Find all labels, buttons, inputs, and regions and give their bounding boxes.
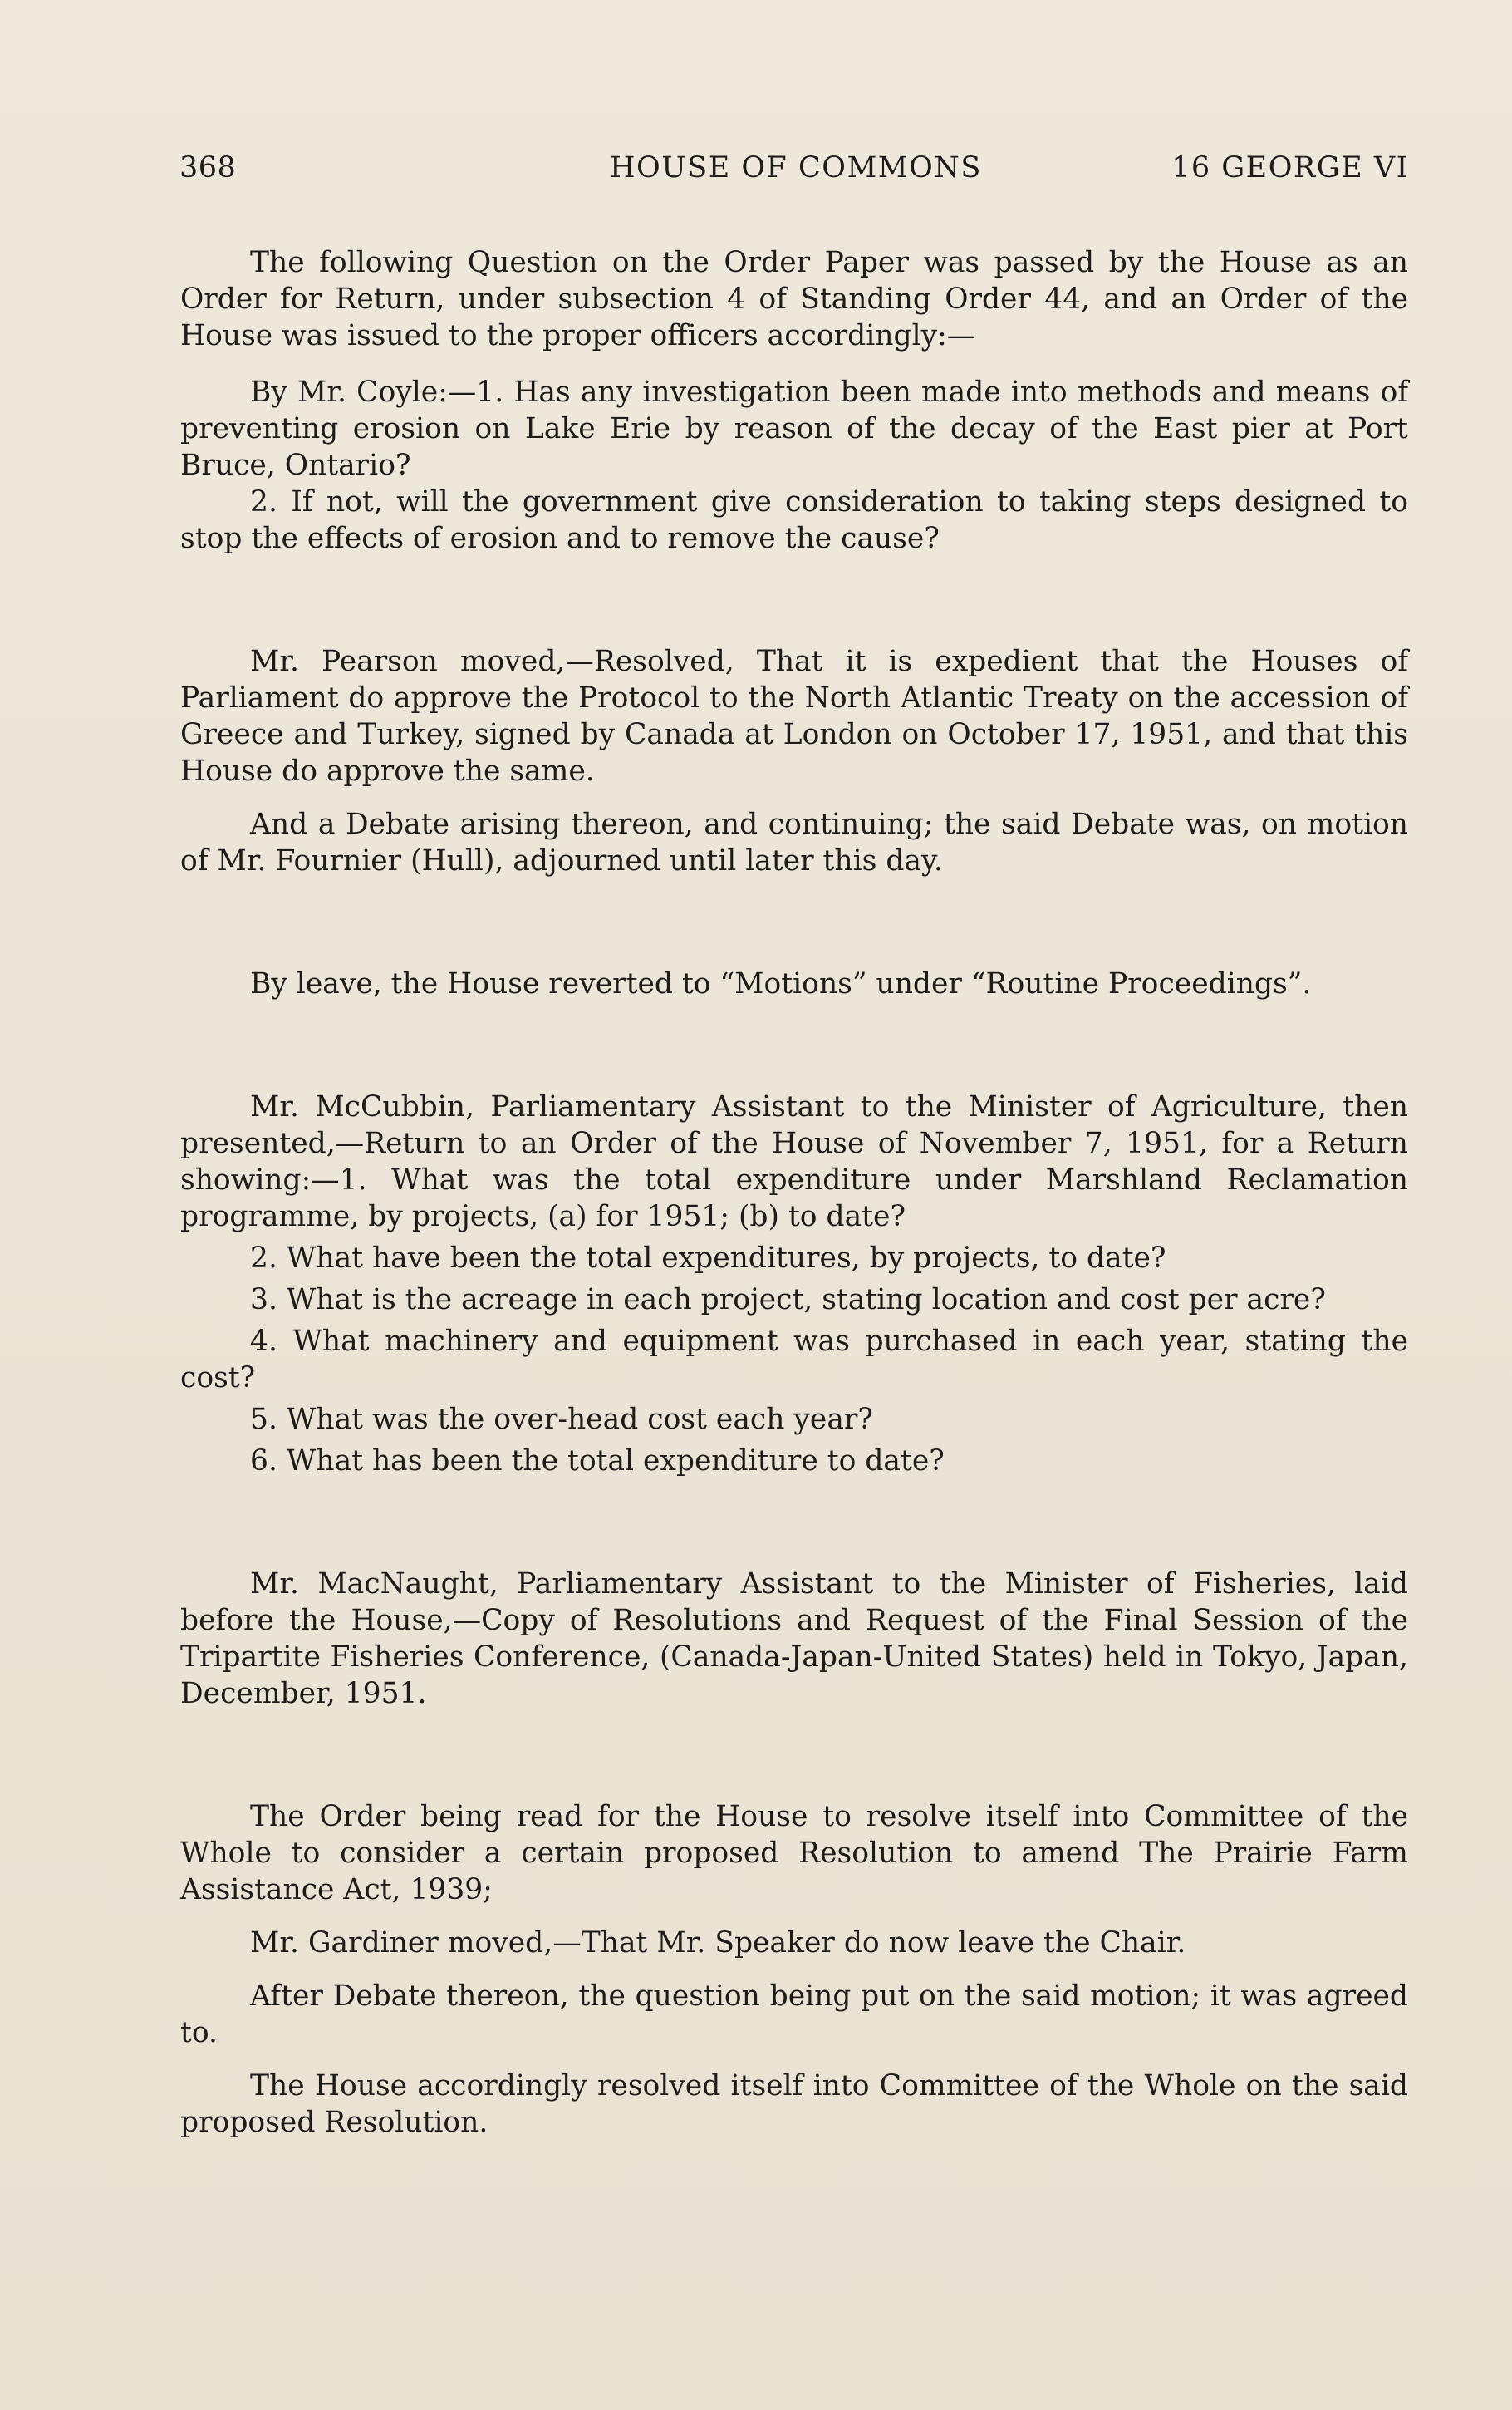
- debate-adjourned-paragraph: And a Debate arising thereon, and continuing; the said Debate was, on motion of Mr. Fournier (Hull), adjourned until later this day.: [180, 808, 1408, 878]
- macnaught-paragraph: Mr. MacNaught, Parliamentary Assistant to the Minister of Fisheries, laid before the House,—Copy of Resolutions and Request of the Final Session of the Tripartite Fisheries Conference, (Canada-Japan-United States) held in Tokyo, Japan, December, 1951.: [180, 1567, 1408, 1710]
- reverted-motions-paragraph: By leave, the House reverted to “Motions” under “Routine Proceedings”.: [250, 967, 1312, 1001]
- return-question-5: 5. What was the over-head cost each year?: [250, 1403, 873, 1436]
- pearson-motion-paragraph: Mr. Pearson moved,—Resolved, That it is expedient that the Houses of Parliament do approve the Protocol to the North Atlantic Treaty on the accession of Greece and Turkey, signed by Canada at London on October 17, 1951, and that this House do approve the same.: [180, 645, 1408, 788]
- order-for-return-paragraph: The following Question on the Order Paper was passed by the House as an Order for Return, under subsection 4 of Standing Order 44, and an Order of the House was issued to the proper officers accordingly:—: [180, 246, 1408, 352]
- mccubbin-return-paragraph: Mr. McCubbin, Parliamentary Assistant to the Minister of Agriculture, then presented,—Return to an Order of the House of November 7, 1951, for a Return showing:—1. What was the total expenditure under Marshland Reclamation programme, by projects, (a) for 1951; (b) to date?: [180, 1090, 1408, 1233]
- question-coyle-1: By Mr. Coyle:—1. Has any investigation been made into methods and means of preventing erosion on Lake Erie by reason of the decay of the East pier at Port Bruce, Ontario?: [180, 376, 1408, 482]
- page-number: 368: [179, 151, 237, 184]
- return-question-4: 4. What machinery and equipment was purchased in each year, stating the cost?: [180, 1325, 1408, 1394]
- committee-resolved-paragraph: The House accordingly resolved itself into Committee of the Whole on the said proposed Resolution.: [180, 2069, 1408, 2139]
- committee-order-paragraph: The Order being read for the House to resolve itself into Committee of the Whole to consider a certain proposed Resolution to amend The Prairie Farm Assistance Act, 1939;: [180, 1800, 1408, 1906]
- debate-agreed-paragraph: After Debate thereon, the question being put on the said motion; it was agreed to.: [180, 1980, 1408, 2049]
- gardiner-motion-paragraph: Mr. Gardiner moved,—That Mr. Speaker do now leave the Chair.: [250, 1926, 1186, 1960]
- return-question-3: 3. What is the acreage in each project, stating location and cost per acre?: [250, 1283, 1326, 1316]
- question-coyle-2: 2. If not, will the government give consideration to taking steps designed to stop the effects of erosion and to remove the cause?: [180, 485, 1408, 555]
- journal-title: HOUSE OF COMMONS: [610, 151, 982, 184]
- page-body: [180, 244, 1408, 2141]
- return-question-6: 6. What has been the total expenditure to date?: [250, 1444, 945, 1478]
- return-question-2: 2. What have been the total expenditures, by projects, to date?: [250, 1242, 1166, 1275]
- page-header: [179, 151, 1409, 194]
- regnal-year: 16 GEORGE VI: [1171, 151, 1409, 184]
